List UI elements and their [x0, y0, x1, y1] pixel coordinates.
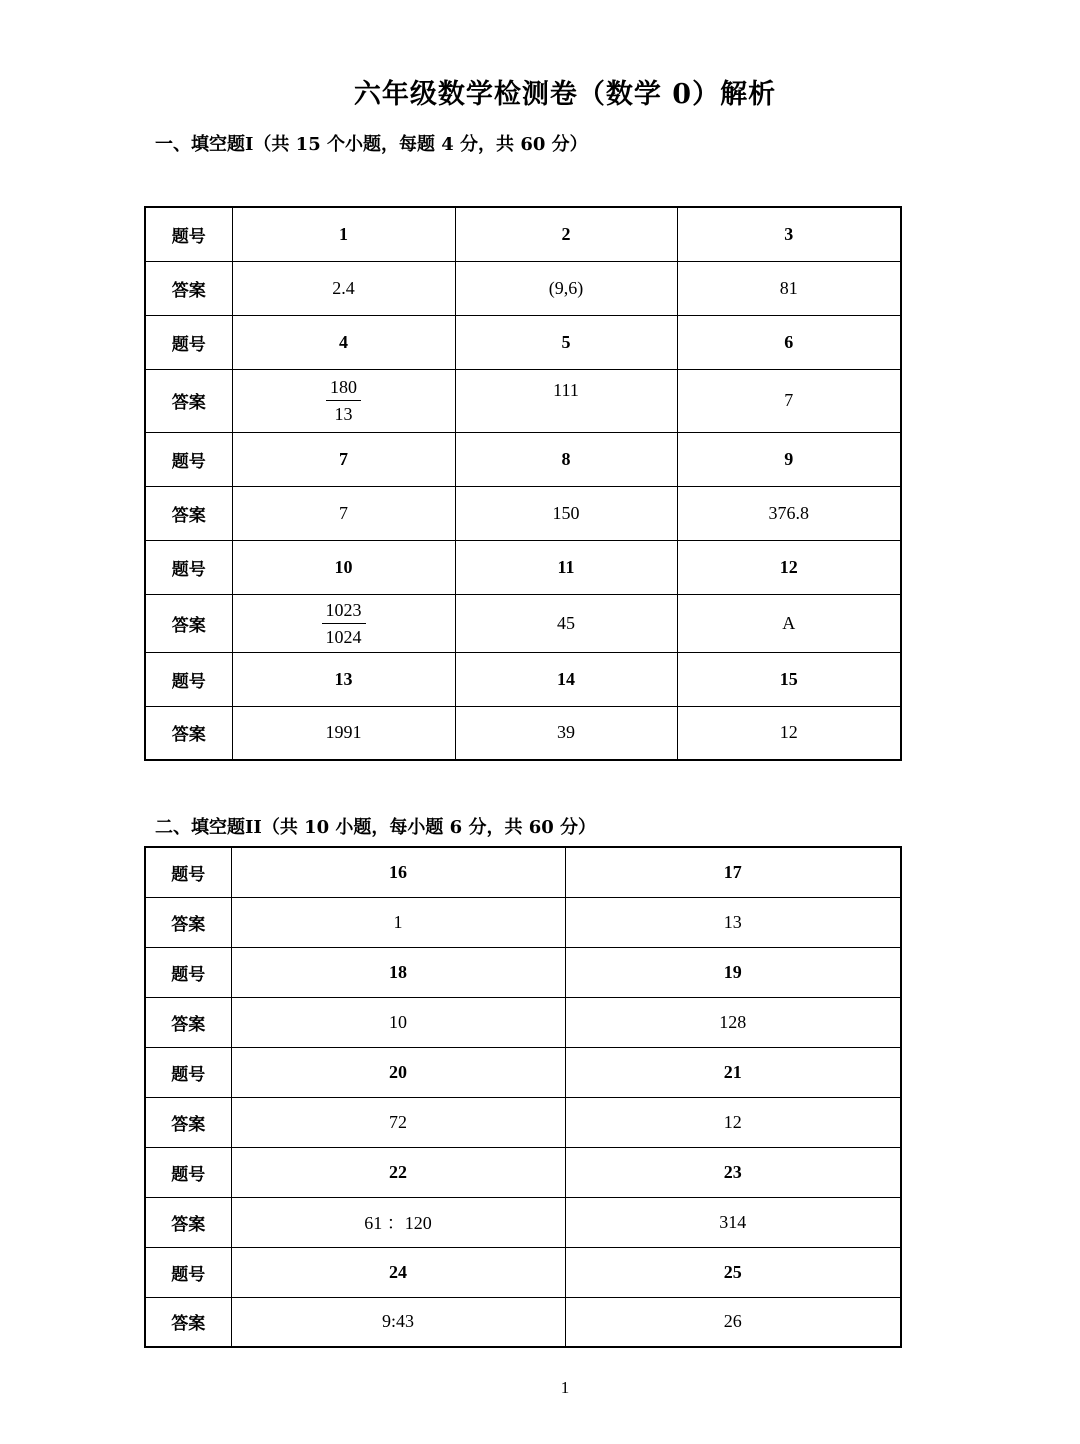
- answer-row: [145, 706, 901, 760]
- answer-value: 2.4: [232, 261, 455, 315]
- row-label-question: 题号: [145, 432, 232, 486]
- question-number: 7: [232, 432, 455, 486]
- answer-row: [145, 997, 901, 1047]
- row-label-question: 题号: [145, 947, 231, 997]
- row-label-answer: 答案: [145, 1097, 231, 1147]
- answer-value: 39: [455, 706, 677, 760]
- question-number: 25: [565, 1247, 901, 1297]
- fraction: [322, 598, 366, 649]
- question-row: [145, 652, 901, 706]
- question-number: 4: [232, 315, 455, 369]
- row-label-answer: 答案: [145, 1197, 231, 1247]
- question-number: 17: [565, 847, 901, 897]
- row-label-question: 题号: [145, 315, 232, 369]
- row-label-question: 题号: [145, 1247, 231, 1297]
- row-label-question: 题号: [145, 1147, 231, 1197]
- answer-value: (9,6): [455, 261, 677, 315]
- answer-value: 81: [677, 261, 901, 315]
- row-label-answer: 答案: [145, 369, 232, 432]
- answer-value: 1991: [232, 706, 455, 760]
- answer-value: 12: [677, 706, 901, 760]
- question-number: 2: [455, 207, 677, 261]
- fraction-denominator: 1024: [325, 626, 362, 647]
- question-number: 12: [677, 540, 901, 594]
- answer-value: 45: [455, 594, 677, 652]
- question-number: 11: [455, 540, 677, 594]
- page-title: 六年级数学检测卷（数学 0）解析: [353, 79, 777, 110]
- answer-value: 150: [455, 486, 677, 540]
- answer-value: 9:43: [231, 1297, 565, 1347]
- row-label-question: 题号: [145, 1047, 231, 1097]
- page-number: 1: [560, 1378, 570, 1397]
- answer-value: 61 ：120: [231, 1197, 565, 1247]
- question-row: [145, 1247, 901, 1297]
- section-2-heading: 二、填空题II（共 10 小题，每小题 6 分，共 60 分）: [155, 817, 597, 838]
- question-number: 23: [565, 1147, 901, 1197]
- question-number: 6: [677, 315, 901, 369]
- question-row: [145, 1147, 901, 1197]
- answer-value: 72: [231, 1097, 565, 1147]
- question-number: 14: [455, 652, 677, 706]
- fraction-numerator: 1023: [322, 598, 366, 624]
- question-row: [145, 432, 901, 486]
- answer-row: [145, 1197, 901, 1247]
- answer-value: 1: [231, 897, 565, 947]
- row-label-answer: 答案: [145, 706, 232, 760]
- question-row: [145, 315, 901, 369]
- fraction-denominator: 13: [334, 404, 353, 424]
- question-number: 16: [231, 847, 565, 897]
- question-number: 5: [455, 315, 677, 369]
- answer-row: [145, 261, 901, 315]
- question-number: 24: [231, 1247, 565, 1297]
- question-row: [145, 1047, 901, 1097]
- question-number: 21: [565, 1047, 901, 1097]
- answer-row: [145, 1097, 901, 1147]
- answer-value: 7: [677, 369, 901, 432]
- question-number: 18: [231, 947, 565, 997]
- question-row: [145, 207, 901, 261]
- answer-table-section-1: [144, 206, 902, 761]
- answer-value: A: [677, 594, 901, 652]
- row-label-question: 题号: [145, 540, 232, 594]
- question-number: 22: [231, 1147, 565, 1197]
- question-number: 9: [677, 432, 901, 486]
- answer-value: 13: [565, 897, 901, 947]
- question-number: 19: [565, 947, 901, 997]
- answer-value: 12: [565, 1097, 901, 1147]
- answer-value: 7: [232, 486, 455, 540]
- answer-value: [455, 369, 677, 432]
- question-number: 15: [677, 652, 901, 706]
- row-label-answer: 答案: [145, 261, 232, 315]
- row-label-answer: 答案: [145, 486, 232, 540]
- answer-value: 376.8: [677, 486, 901, 540]
- question-row: [145, 540, 901, 594]
- answer-value: 26: [565, 1297, 901, 1347]
- answer-value: 314: [565, 1197, 901, 1247]
- row-label-question: 题号: [145, 652, 232, 706]
- row-label-answer: 答案: [145, 897, 231, 947]
- answer-row: [145, 1297, 901, 1347]
- question-number: 13: [232, 652, 455, 706]
- question-number: 10: [232, 540, 455, 594]
- answer-table-section-2: [144, 846, 902, 1348]
- question-number: 1: [232, 207, 455, 261]
- row-label-answer: 答案: [145, 1297, 231, 1347]
- row-label-answer: 答案: [145, 594, 232, 652]
- fraction-numerator: 180: [326, 375, 361, 401]
- answer-row: [145, 369, 901, 432]
- question-number: 3: [677, 207, 901, 261]
- answer-row: [145, 897, 901, 947]
- answer-value: 10: [231, 997, 565, 1047]
- row-label-answer: 答案: [145, 997, 231, 1047]
- answer-row: [145, 486, 901, 540]
- section-1-heading: 一、填空题I（共 15 个小题，每题 4 分，共 60 分）: [155, 134, 588, 155]
- answer-fraction: [232, 594, 455, 652]
- question-number: 20: [231, 1047, 565, 1097]
- answer-row: [145, 594, 901, 652]
- question-number: 8: [455, 432, 677, 486]
- fraction: [326, 375, 361, 426]
- question-row: [145, 947, 901, 997]
- row-label-question: 题号: [145, 847, 231, 897]
- question-row: [145, 847, 901, 897]
- row-label-question: 题号: [145, 207, 232, 261]
- answer-value: 128: [565, 997, 901, 1047]
- answer-fraction: [232, 369, 455, 432]
- answer-text: 111: [553, 380, 579, 400]
